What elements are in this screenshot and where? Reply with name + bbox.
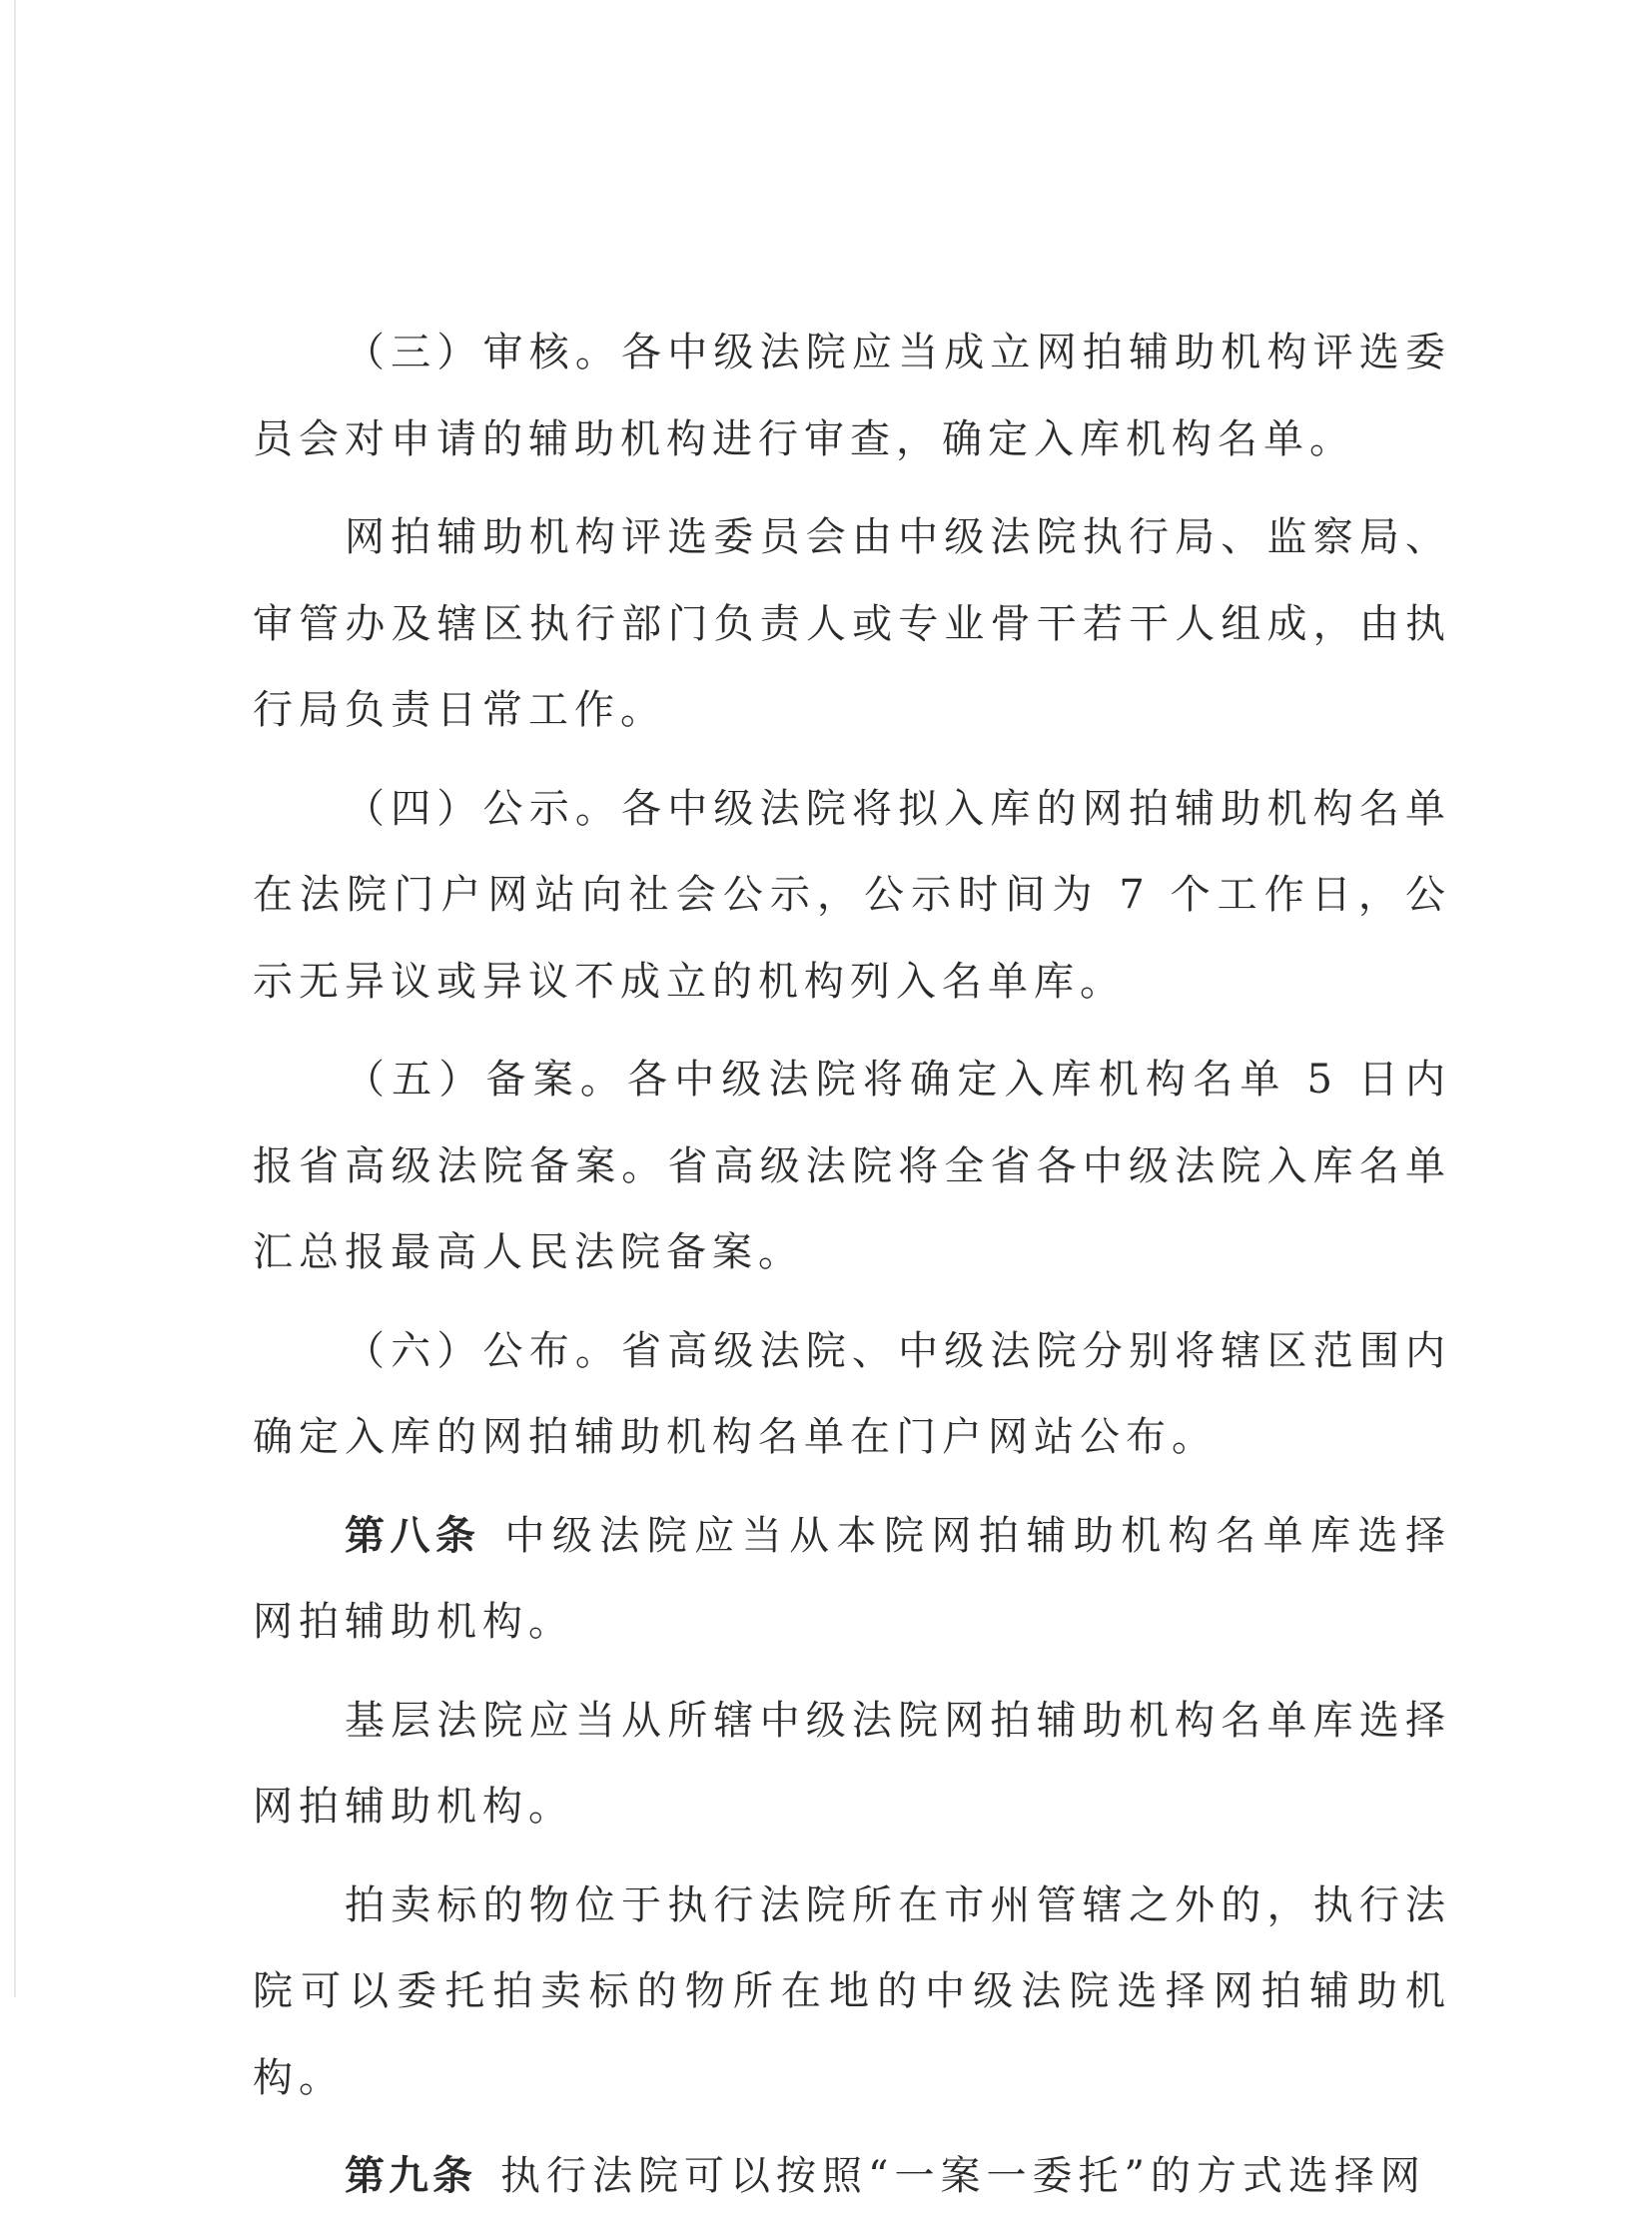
paragraph-text: （五）备案。各中级法院将确定入库机构名单 5 日内报省高级法院备案。省高级法院将全省各中级法院入库名单汇总报最高人民法院备案。 [253,1057,1451,1275]
article-label: 第八条 [345,1512,481,1559]
paragraph-outside-jurisdiction [253,1862,1451,2122]
paragraph-text: 拍卖标的物位于执行法院所在市州管辖之外的，执行法院可以委托拍卖标的物所在地的中级法院选择网拍辅助机构。 [253,1881,1451,2101]
paragraph-text: （六）公布。省高级法院、中级法院分别将辖区范围内确定入库的网拍辅助机构名单在门户网站公布。 [253,1327,1451,1460]
paragraph-review [253,310,1451,482]
paragraph-committee [253,494,1451,754]
article-8 [253,1493,1451,1666]
document-body [253,310,1451,2232]
paragraph-basic-court [253,1678,1451,1851]
page-edge [14,0,16,1997]
paragraph-text: 基层法院应当从所辖中级法院网拍辅助机构名单库选择网拍辅助机构。 [253,1697,1451,1830]
paragraph-text: 执行法院可以按照“一案一委托”的方式选择网 [500,2153,1426,2199]
article-label: 第九条 [345,2153,476,2199]
paragraph-text: 中级法院应当从本院网拍辅助机构名单库选择网拍辅助机构。 [253,1512,1452,1645]
paragraph-publicity [253,766,1451,1026]
paragraph-filing [253,1037,1451,1296]
article-9 [253,2133,1451,2220]
paragraph-text: （三）审核。各中级法院应当成立网拍辅助机构评选委员会对申请的辅助机构进行审查，确定入库机构名单。 [253,330,1451,462]
paragraph-announcement [253,1308,1451,1481]
paragraph-text: 网拍辅助机构评选委员会由中级法院执行局、监察局、审管办及辖区执行部门负责人或专业骨干若干人组成，由执行局负责日常工作。 [253,514,1451,733]
paragraph-text: （四）公示。各中级法院将拟入库的网拍辅助机构名单在法院门户网站向社会公示，公示时间为 7 个工作日，公示无异议或异议不成立的机构列入名单库。 [253,785,1451,1005]
